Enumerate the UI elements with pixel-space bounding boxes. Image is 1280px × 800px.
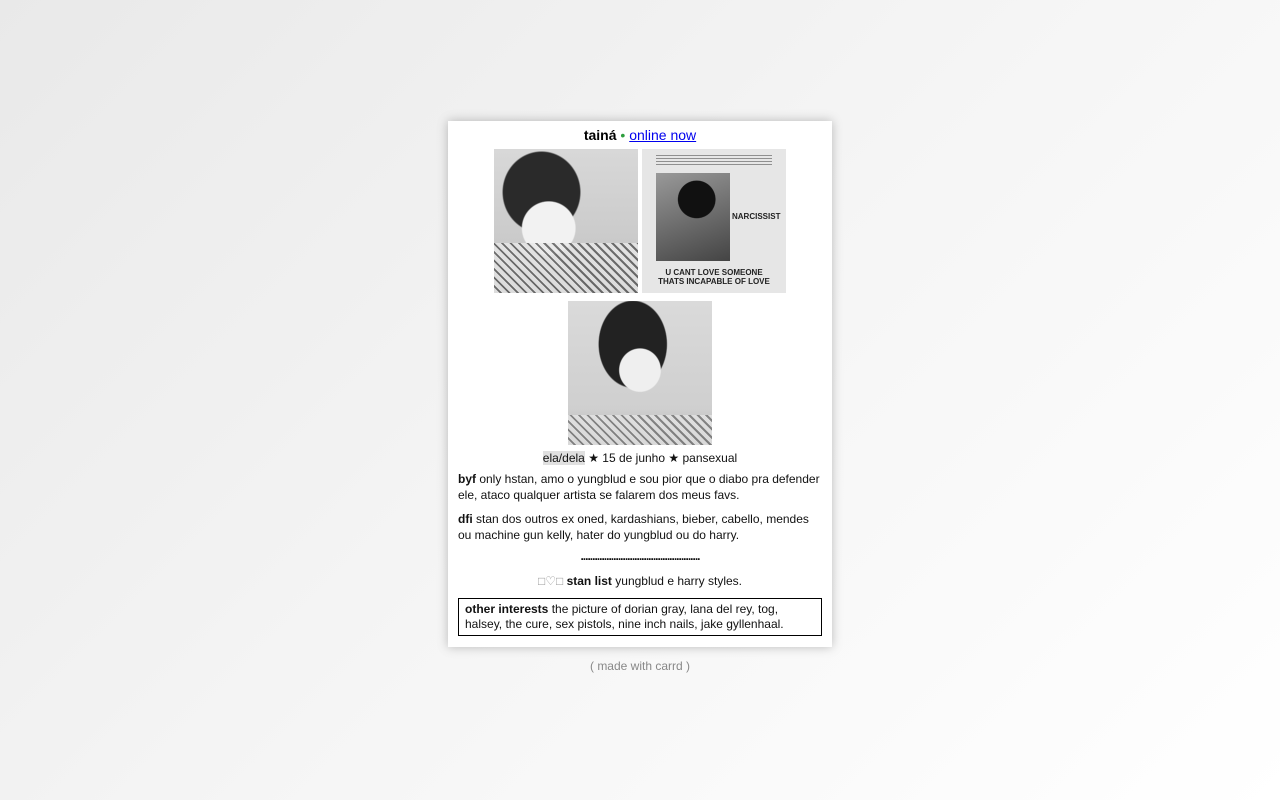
- other-interests-label: other interests: [465, 602, 549, 616]
- image-row: [458, 149, 822, 293]
- stan-list-text: yungblud e harry styles.: [611, 574, 743, 588]
- image-row-2: [458, 297, 822, 445]
- album-label: NARCISSIST: [732, 212, 781, 221]
- byf-label: byf: [458, 472, 476, 486]
- stan-list-label: stan list: [566, 574, 612, 588]
- dfi-text: stan dos outros ex oned, kardashians, bieber, cabello, mendes ou machine gun kelly, hater do yungblud ou do harry.: [458, 512, 809, 542]
- byf-text: only hstan, amo o yungblud e sou pior que o diabo pra defender ele, ataco qualquer artista se falarem dos meus favs.: [458, 472, 820, 502]
- byf-section: [458, 471, 822, 503]
- other-interests-text: the picture of dorian gray, lana del rey, tog, halsey, the cure, sex pistols, nine inch nails, jake gyllenhaal.: [465, 602, 784, 631]
- profile-photo-2: [568, 301, 712, 445]
- dotted-divider: ...................................................: [580, 549, 700, 563]
- dfi-label: dfi: [458, 512, 473, 526]
- other-interests-box: [458, 598, 822, 636]
- online-dot-icon: •: [620, 127, 626, 143]
- heart-icon: □♡□: [537, 574, 564, 588]
- online-now-link[interactable]: online now: [629, 127, 697, 143]
- profile-card: [448, 121, 832, 647]
- dfi-section: [458, 511, 822, 543]
- profile-title: [458, 127, 822, 145]
- stan-list-section: [458, 573, 822, 589]
- profile-photo-1: [494, 149, 638, 293]
- pronouns: ela/dela: [542, 451, 585, 465]
- star-icon: ★: [668, 451, 680, 465]
- made-with-carrd-link[interactable]: ( made with carrd ): [589, 659, 691, 673]
- album-caption: U CANT LOVE SOMEONE THATS INCAPABLE OF LOVE: [658, 268, 770, 286]
- profile-name: tainá: [583, 127, 617, 143]
- birthday: 15 de junho: [602, 451, 666, 465]
- album-cover-image: [642, 149, 786, 293]
- star-icon: ★: [588, 451, 599, 465]
- profile-info: [458, 450, 822, 466]
- orientation: pansexual: [682, 451, 738, 465]
